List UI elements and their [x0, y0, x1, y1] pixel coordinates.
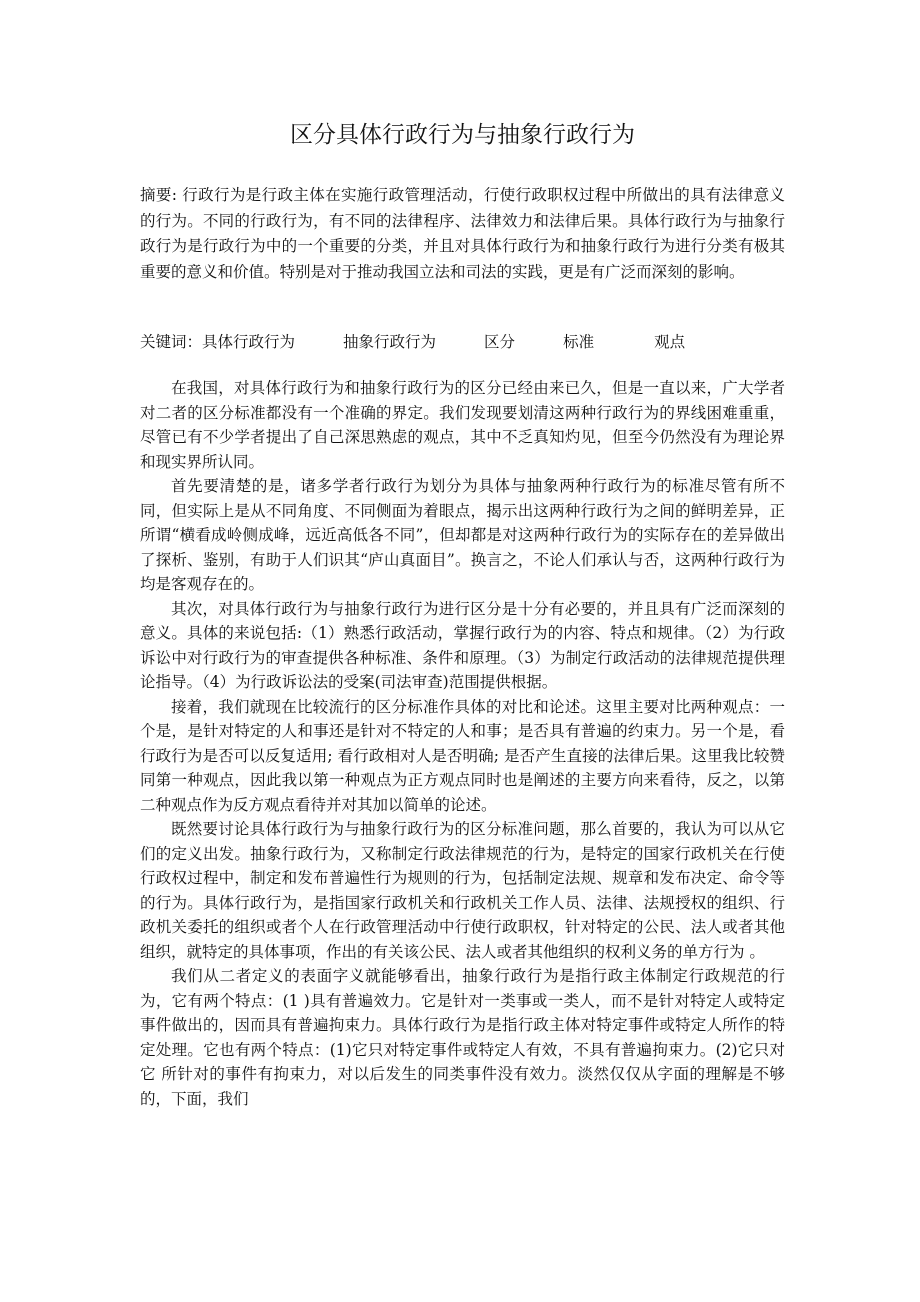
keywords-line: [140, 330, 785, 354]
keywords-label: 关键词：: [140, 333, 203, 351]
body-paragraph-1: 在我国，对具体行政行为和抽象行政行为的区分已经由来已久，但是一直以来，广大学者对二者的区分标准都没有一个准确的界定。我们发现要划清这两种行政行为的界线困难重重，尽管已有不少学者提出了自己深思熟虑的观点，其中不乏真知灼见，但至今仍然没有为理论界和现实界所认同。: [140, 379, 785, 471]
keyword-4: 标准: [563, 333, 595, 351]
abstract-paragraph: 摘要: 行政行为是行政主体在实施行政管理活动，行使行政职权过程中所做出的具有法律意义的行为。不同的行政行为，有不同的法律程序、法律效力和法律后果。具体行政行为与抽象行政行为是行政行为中的一个重要的分类，并且对具体行政行为和抽象行政行为进行分类有极其重要的意义和价值。特别是对于推动我国立法和司法的实践，更是有广泛而深刻的影响。: [140, 186, 785, 281]
body-paragraph-2: 首先要清楚的是，诸多学者行政行为划分为具体与抽象两种行政行为的标准尽管有所不同，但实际上是从不同角度、不同侧面为着眼点，揭示出这两种行政行为之间的鲜明差异，正所谓“横看成岭侧成峰，远近高低各不同”，但却都是对这两种行政行为的实际存在的差异做出了探析、鉴别，有助于人们识其“庐山真面目”。换言之，不论人们承认与否，这两种行政行为均是客观存在的。: [140, 477, 785, 593]
body-text: [140, 376, 785, 1111]
body-paragraph-4: 接着，我们就现在比较流行的区分标准作具体的对比和论述。这里主要对比两种观点：一个是，是针对特定的人和事还是针对不特定的人和事；是否具有普遍的约束力。另一个是，看行政行为是否可以反复适用; 看行政相对人是否明确; 是否产生直接的法律后果。这里我比较赞同第一种观点，因此我以第一种观点为正方观点同时也是阐述的主要方向来看待，反之，以第二种观点作为反方观点看待并对其加以简单的论述。: [140, 697, 785, 814]
keyword-1: 具体行政行为: [202, 333, 296, 351]
keyword-2: 抽象行政行为: [343, 333, 437, 351]
keyword-5: 观点: [654, 333, 686, 351]
keyword-3: 区分: [484, 333, 516, 351]
body-paragraph-3: 其次，对具体行政行为与抽象行政行为进行区分是十分有必要的，并且具有广泛而深刻的意义。具体的来说包括:（1）熟悉行政活动，掌握行政行为的内容、特点和规律。（2）为行政诉讼中对行政行为的审查提供各种标准、条件和原理。（3）为制定行政活动的法律规范提供理论指导。（4）为行政诉讼法的受案(司法审查)范围提供根据。: [140, 599, 785, 691]
body-paragraph-5: 既然要讨论具体行政行为与抽象行政行为的区分标准问题，那么首要的，我认为可以从它们的定义出发。抽象行政行为，又称制定行政法律规范的行为，是特定的国家行政机关在行使行政权过程中，制定和发布普遍性行为规则的行为，包括制定法规、规章和发布决定、命令等的行为。具体行政行为，是指国家行政机关和行政机关工作人员、法律、法规授权的组织、行政机关委托的组织或者个人在行政管理活动中行使行政职权，针对特定的公民、法人或者其他组织，就特定的具体事项，作出的有关该公民、法人或者其他组织的权利义务的单方行为 。: [140, 820, 785, 961]
body-paragraph-6: 我们从二者定义的表面字义就能够看出，抽象行政行为是指行政主体制定行政规范的行为，它有两个特点：(1 )具有普遍效力。它是针对一类事或一类人，而不是针对特定人或特定事件做出的，因而具有普遍拘束力。具体行政行为是指行政主体对特定事件或特定人所作的特定处理。它也有两个特点：(1)它只对特定事件或特定人有效，不具有普遍拘束力。(2)它只对它 所针对的事件有拘束力，对以后发生的同类事件没有效力。淡然仅仅从字面的理解是不够的，下面，我们: [140, 967, 785, 1108]
document-title: 区分具体行政行为与抽象行政行为: [290, 122, 635, 148]
